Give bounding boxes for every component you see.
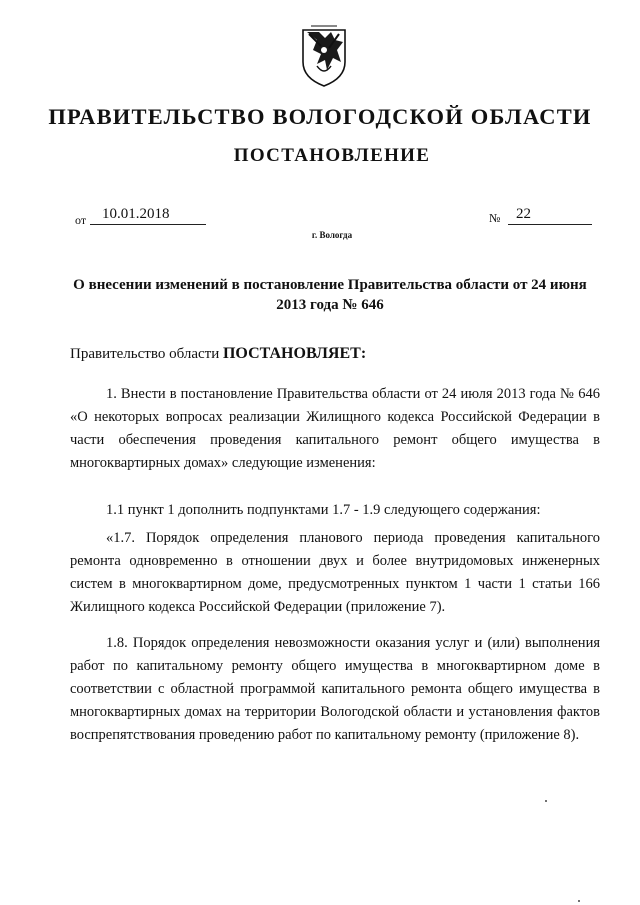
scan-speck (545, 800, 547, 802)
date-prefix: от (75, 213, 87, 227)
government-title: ПРАВИТЕЛЬСТВО ВОЛОГОДСКОЙ ОБЛАСТИ (48, 104, 592, 129)
decree-intro-text: Правительство области (70, 346, 220, 362)
document-date: 10.01.2018 (90, 206, 206, 225)
paragraph-1-7: «1.7. Порядок определения планового периода проведения капитального ремонта одновременно в отношении двух и более внутридомовых инженерных систем в многоквартирном доме, предусмотренных пунктом 1 части 1 статьи 166 Жилищного кодекса Российской Федерации (приложение 7). (70, 530, 600, 615)
document-type: ПОСТАНОВЛЕНИЕ (233, 145, 431, 166)
scan-speck (578, 900, 580, 902)
paragraph-1: 1. Внести в постановление Правительства области от 24 июля 2013 года № 646 «О некоторых вопросах реализации Жилищного кодекса Российской Федерации в части обеспечения проведения капитального ремонт общего имущества в многоквартирных домах» следующие изменения: (70, 386, 600, 471)
city: г. Вологда (311, 230, 353, 240)
paragraph-1-1: 1.1 пункт 1 дополнить подпунктами 1.7 - 1.9 следующего содержания: (106, 502, 541, 518)
document-subject: О внесении изменений в постановление Правительства области от 24 июня 2013 года № 646 (73, 277, 587, 313)
decree-intro (70, 345, 366, 363)
paragraph-1-8: 1.8. Порядок определения невозможности оказания услуг и (или) выполнения работ по капитальному ремонту общего имущества в многоквартирном доме в соответствии с областной программой капитального ремонта общего имущества в многоквартирных домах на территории Вологодской области и установления фактов воспрепятствования проведению работ по капитальному ремонту (приложение 8). (70, 635, 600, 743)
decree-keyword: ПОСТАНОВЛЯЕТ: (222, 345, 367, 362)
document-number: 22 (508, 206, 592, 225)
number-prefix: № (489, 211, 501, 225)
vologda-coat-of-arms-icon (297, 20, 351, 90)
